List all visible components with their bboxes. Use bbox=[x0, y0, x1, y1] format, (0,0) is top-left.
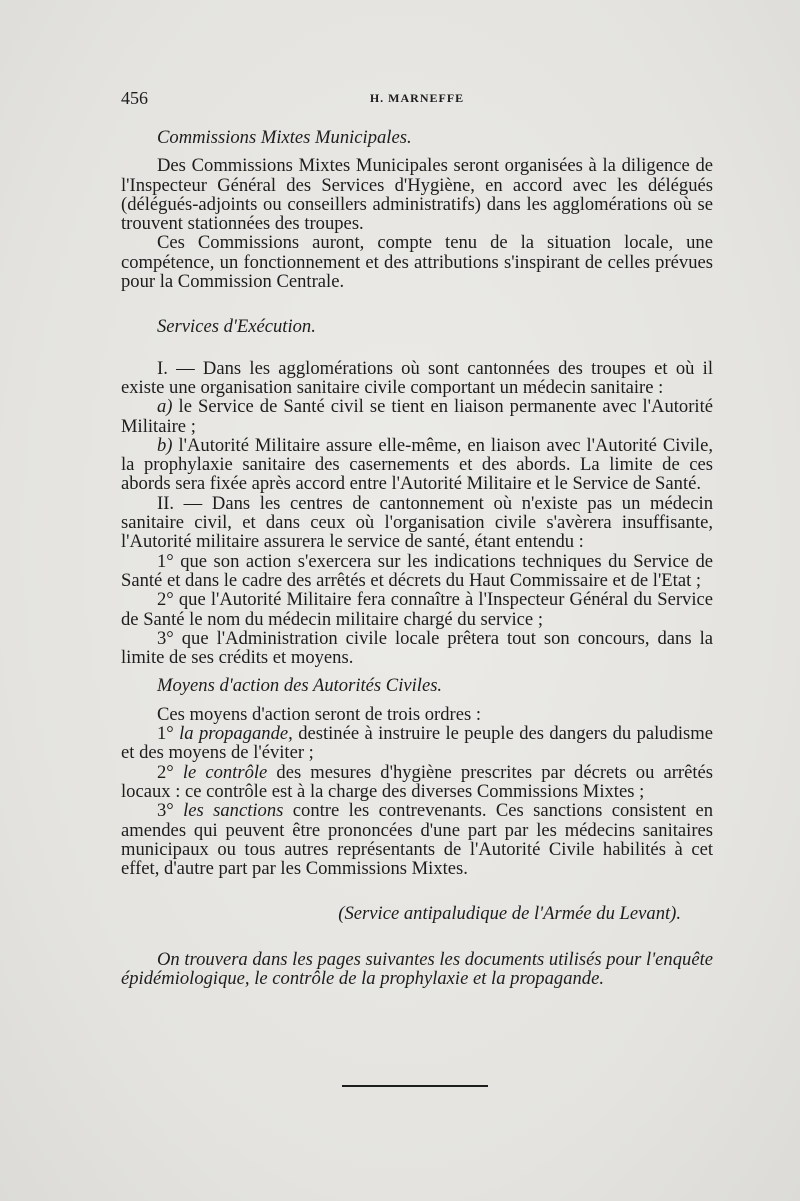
list-letter: b) bbox=[157, 434, 173, 456]
paragraph bbox=[121, 801, 713, 878]
paragraph bbox=[121, 763, 713, 802]
paragraph: I. — Dans les agglomérations où sont cantonnées des troupes et où il existe une organisation sanitaire civile comportant un médecin sanitaire : bbox=[121, 357, 713, 398]
emphasis: la propagande, bbox=[179, 723, 293, 745]
paragraph: 1° que son action s'exercera sur les indications techniques du Service de Santé et dans le cadre des arrêtés et décrets du Haut Commissaire et de l'Etat ; bbox=[121, 550, 713, 591]
section-heading-services: Services d'Exécution. bbox=[157, 316, 316, 338]
paragraph: 3° que l'Administration civile locale prêtera tout son concours, dans la limite de ses crédits et moyens. bbox=[121, 627, 713, 669]
paragraph bbox=[121, 436, 713, 494]
divider-rule bbox=[342, 1085, 488, 1087]
paragraph: Ces Commissions auront, compte tenu de la situation locale, une compétence, un fonctionnement et des attributions s'inspirant de celles prévues pour la Commission Centrale. bbox=[121, 232, 713, 293]
paragraph bbox=[121, 724, 713, 763]
emphasis: le contrôle bbox=[182, 761, 268, 783]
paragraph-text: l'Autorité Militaire assure elle-même, en liaison avec l'Autorité Civile, la prophylaxie sanitaire des casernements et des abords. La limite de ces abords sera fixée après accord entre l'Autorité Militaire et le Service de Santé. bbox=[121, 434, 713, 495]
body-text bbox=[121, 128, 713, 988]
closing-paragraph: On trouvera dans les pages suivantes les documents utilisés pour l'enquête épidémiologique, le contrôle de la prophylaxie et la propagande. bbox=[121, 948, 713, 989]
section-heading-moyens: Moyens d'action des Autorités Civiles. bbox=[157, 675, 443, 697]
list-number: 2° bbox=[157, 761, 174, 783]
source-attribution: (Service antipaludique de l'Armée du Levant). bbox=[338, 903, 681, 925]
paragraph-text: destinée à instruire le peuple des dangers du paludisme et des moyens de l'éviter ; bbox=[121, 723, 713, 764]
running-head: H. MARNEFFE bbox=[369, 91, 465, 105]
emphasis: les sanctions bbox=[183, 800, 284, 822]
paragraph: II. — Dans les centres de cantonnement où n'existe pas un médecin sanitaire civil, et dans ceux où l'organisation civile s'avèrera insuffisante, l'Autorité militaire assurera le service de santé, étant entendu : bbox=[121, 492, 713, 553]
list-number: 1° bbox=[157, 723, 174, 745]
list-number: 3° bbox=[157, 800, 174, 822]
paragraph: Ces moyens d'action seront de trois ordres : bbox=[157, 703, 482, 725]
paragraph bbox=[121, 397, 713, 436]
page-header bbox=[121, 88, 713, 112]
section-heading-commissions: Commissions Mixtes Municipales. bbox=[157, 127, 412, 148]
paragraph-text: le Service de Santé civil se tient en liaison permanente avec l'Autorité Militaire ; bbox=[121, 396, 713, 437]
page-number: 456 bbox=[121, 88, 148, 108]
paragraph-text: des mesures d'hygiène prescrites par décrets ou arrêtés locaux : ce contrôle est à la charge des diverses Commissions Mixtes ; bbox=[121, 761, 714, 802]
paragraph-text: contre les contrevenants. Ces sanctions consistent en amendes qui peuvent être prononcées d'une part par les médecins sanitaires municipaux ou tous autres représentants de l'Autorité Civile habilités à cet effet, d'autre part par les Commissions Mixtes. bbox=[121, 800, 713, 880]
list-letter: a) bbox=[157, 396, 173, 418]
paragraph: Des Commissions Mixtes Municipales seront organisées à la diligence de l'Inspecteur Général des Services d'Hygiène, en accord avec les délégués (délégués-adjoints ou conseillers administratifs) dans les agglomérations où se trouvent stationnées des troupes. bbox=[121, 155, 713, 235]
paragraph: 2° que l'Autorité Militaire fera connaître à l'Inspecteur Général du Service de Santé le nom du médecin militaire chargé du service ; bbox=[121, 589, 713, 630]
